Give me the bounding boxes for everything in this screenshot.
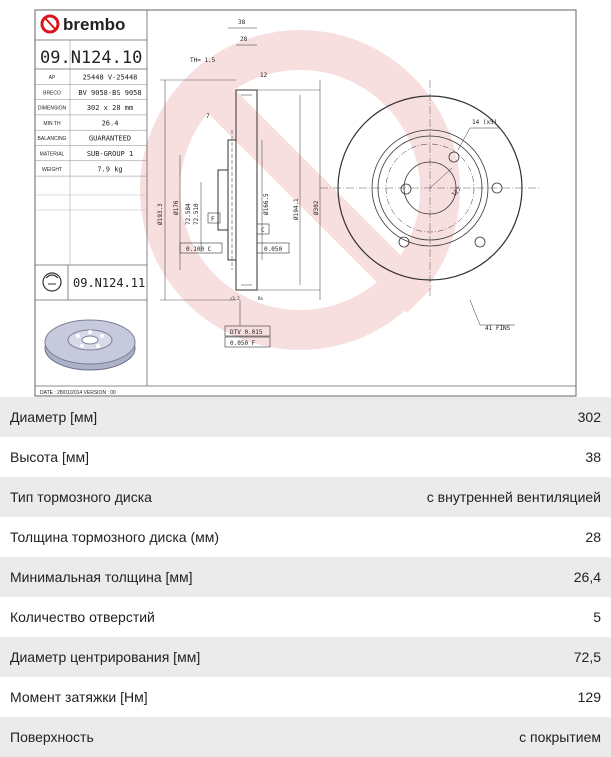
- dim-38-label: 38: [238, 19, 246, 26]
- datum-c: C: [261, 227, 265, 234]
- dtv-label: DTV 0.015: [230, 329, 263, 336]
- d302-label: Ø302: [313, 200, 320, 215]
- pcd-label: 127: [450, 185, 464, 199]
- spec-value: 72,5: [573, 649, 601, 665]
- flatness-label: 0.050 F: [230, 340, 256, 347]
- brand-name: brembo: [63, 15, 126, 34]
- d193-label: Ø193.3: [157, 203, 164, 225]
- info-value: 302 x 28 mm: [86, 104, 134, 113]
- info-label: BRECO: [43, 90, 61, 97]
- disc-render: [45, 320, 135, 370]
- info-label: MIN TH: [43, 120, 61, 127]
- d72510-label: 72.510: [193, 203, 200, 225]
- spec-value: с покрытием: [519, 729, 601, 745]
- dim-7-label: 7: [206, 113, 210, 120]
- spec-row: [0, 437, 611, 477]
- dim-12-label: 12: [260, 72, 268, 79]
- front-view: [320, 80, 540, 325]
- info-value: 25448 V-25448: [82, 73, 138, 82]
- spec-label: Диаметр [мм]: [10, 409, 98, 425]
- spec-label: Момент затяжки [Нм]: [10, 689, 148, 705]
- info-value: GUARANTEED: [88, 134, 132, 143]
- d1941-label: Ø194.1: [293, 198, 300, 220]
- info-label: AP: [48, 75, 56, 81]
- info-label: MATERIAL: [39, 151, 65, 158]
- part-code: 09.N124.10: [40, 48, 143, 68]
- rotation-icon: [43, 273, 61, 291]
- info-value: 7.9 kg: [97, 165, 123, 174]
- info-label: WEIGHT: [42, 166, 62, 173]
- spec-table: [0, 397, 611, 757]
- spec-label: Высота [мм]: [10, 449, 89, 465]
- spec-value: с внутренней вентиляцией: [426, 489, 601, 505]
- spec-row: [0, 677, 611, 717]
- info-value: 26.4: [101, 119, 119, 128]
- spec-value: 38: [585, 449, 601, 465]
- th-label: TH= 1.5: [190, 57, 216, 64]
- info-label: DIMENSION: [37, 105, 67, 112]
- info-label: BALANCING: [37, 136, 67, 143]
- tolerance-right: 0.050: [264, 246, 283, 253]
- dim-28-label: 28: [240, 36, 248, 43]
- spec-row: [0, 517, 611, 557]
- roughness-b: Ra: [258, 296, 263, 301]
- spec-row: [0, 557, 611, 597]
- drawing-date: DATE : 28/01/2014 VERSION : 00: [40, 390, 116, 396]
- spec-label: Диаметр центрирования [мм]: [10, 649, 201, 665]
- info-value: SUB-GROUP 1: [86, 150, 134, 158]
- spec-label: Тип тормозного диска: [10, 489, 152, 505]
- d176-label: Ø176: [173, 200, 180, 215]
- spec-value: 28: [585, 529, 601, 545]
- spec-label: Толщина тормозного диска (мм): [10, 529, 220, 545]
- spec-value: 5: [593, 609, 601, 625]
- holes-label: 14 (x5): [472, 119, 498, 126]
- spec-label: Количество отверстий: [10, 609, 155, 625]
- spec-row: [0, 637, 611, 677]
- front-view-labels: [450, 119, 510, 332]
- roughness-a: √3.2: [230, 296, 240, 301]
- d1665-label: Ø166.5: [263, 193, 270, 215]
- d72584-label: 72.584: [185, 203, 192, 225]
- spec-row: [0, 597, 611, 637]
- spec-value: 129: [577, 689, 601, 705]
- spec-value: 26,4: [573, 569, 601, 585]
- fins-label: 41 FINS: [485, 325, 511, 332]
- info-value: BV 9058-BS 9058: [78, 88, 142, 97]
- spec-label: Поверхность: [10, 729, 94, 745]
- alt-part-code: 09.N124.11: [73, 276, 146, 290]
- info-panel: [35, 10, 147, 386]
- spec-label: Минимальная толщина [мм]: [10, 569, 193, 585]
- spec-row: [0, 717, 611, 757]
- tolerance-left: 0.100 C: [186, 246, 212, 253]
- spec-row: [0, 477, 611, 517]
- spec-row: [0, 397, 611, 437]
- brembo-logo: [42, 15, 125, 34]
- spec-value: 302: [577, 409, 601, 425]
- datum-f: F: [211, 216, 215, 223]
